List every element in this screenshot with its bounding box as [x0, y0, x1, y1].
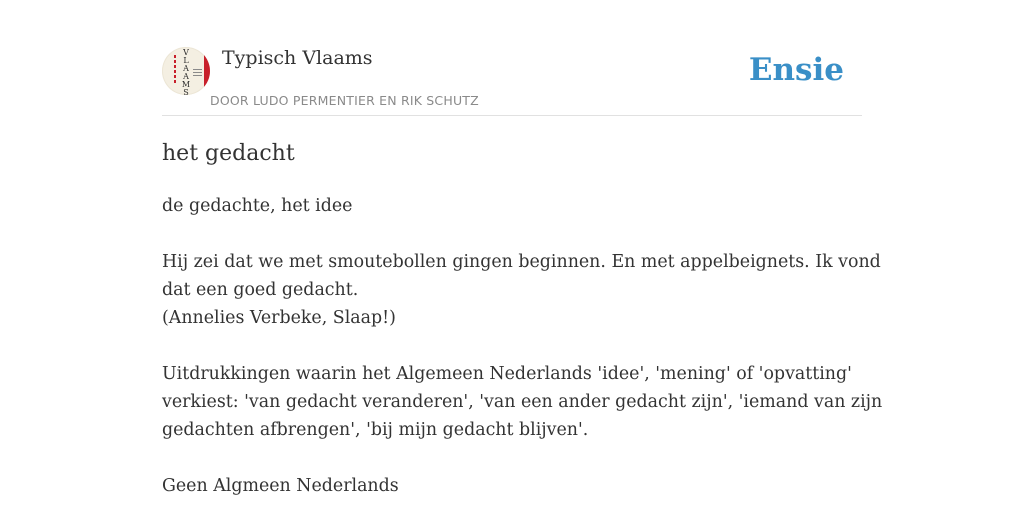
- citation-text: (Annelies Verbeke, Slaap!): [162, 308, 396, 328]
- entry-body: [162, 192, 883, 500]
- cover-lettering: [181, 49, 191, 95]
- blank-line: [162, 444, 862, 472]
- status-note: Geen Algmeen Nederlands: [162, 476, 399, 496]
- page-container: [162, 0, 883, 512]
- cover-letter: S: [183, 88, 189, 95]
- book-cover-image[interactable]: [162, 47, 210, 95]
- example-line: dat een goed gedacht.: [162, 280, 359, 300]
- example-line: Hij zei dat we met smoutebollen gingen beginnen. En met appelbeignets. Ik vond: [162, 252, 881, 272]
- book-title-link[interactable]: Typisch Vlaams: [222, 47, 373, 69]
- blank-line: [162, 220, 862, 248]
- entry-header: [162, 0, 862, 116]
- entry-title: het gedacht: [162, 141, 295, 166]
- cover-text-lines: [193, 69, 202, 76]
- usage-line: gedachten afbrengen', 'bij mijn gedacht blijven'.: [162, 420, 589, 440]
- usage-line: verkiest: 'van gedacht veranderen', 'van een ander gedacht zijn', 'iemand van zijn: [162, 392, 883, 412]
- cover-letter: A: [183, 64, 189, 73]
- cover-letter: V: [183, 48, 189, 57]
- cover-letter: L: [183, 56, 189, 65]
- book-authors: DOOR LUDO PERMENTIER EN RIK SCHUTZ: [210, 93, 479, 108]
- cover-letter: A: [183, 72, 189, 81]
- usage-line: Uitdrukkingen waarin het Algemeen Nederlands 'idee', 'mening' of 'opvatting': [162, 364, 852, 384]
- cover-letter: M: [181, 80, 191, 89]
- cover-spine: [204, 47, 210, 95]
- ensie-logo-link[interactable]: Ensie: [748, 52, 844, 88]
- cover-decoration: [174, 55, 176, 83]
- definition-text: de gedachte, het idee: [162, 196, 353, 216]
- blank-line: [162, 332, 862, 360]
